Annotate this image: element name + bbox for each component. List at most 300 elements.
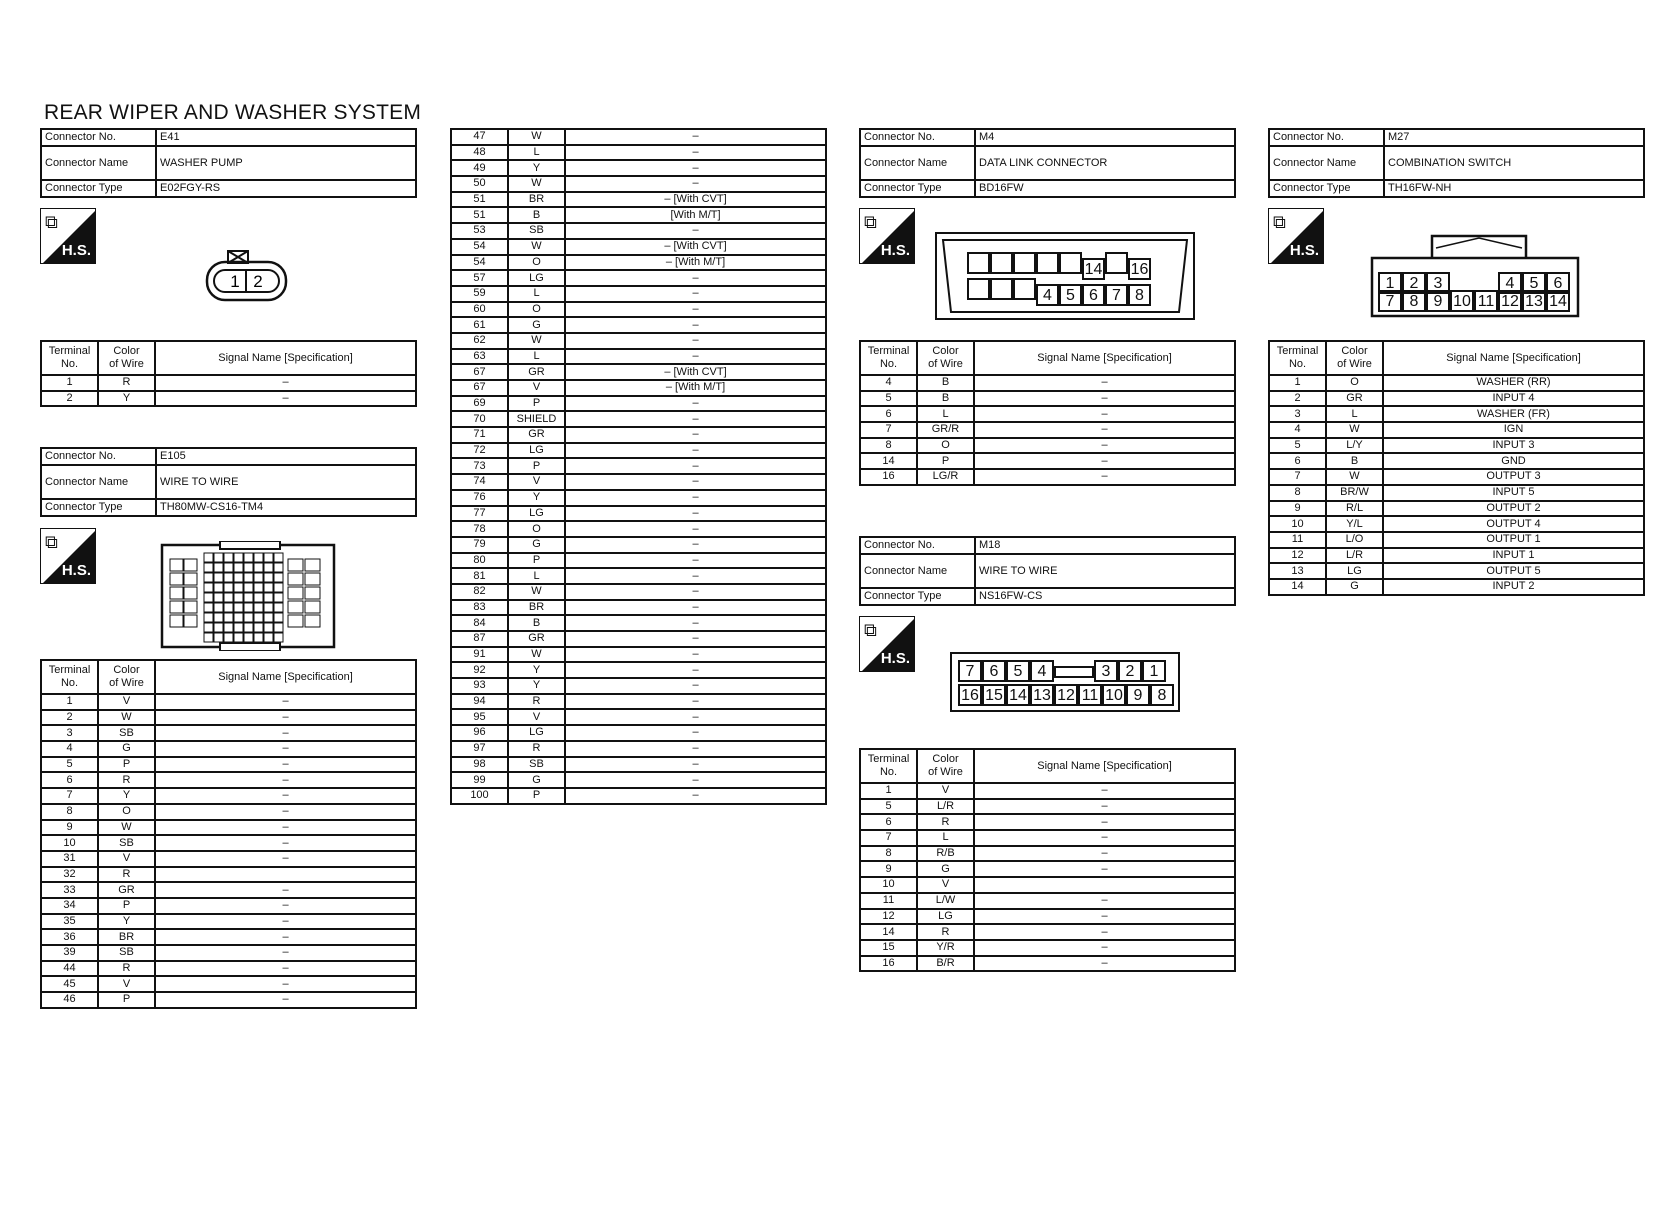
connector-no-label: Connector No. [41, 129, 156, 146]
connector-pin: 7 [1105, 284, 1128, 306]
signal-name-cell: – [565, 427, 826, 443]
signal-name-cell: – [155, 391, 416, 407]
table-row [860, 893, 1235, 909]
signal-name-cell: – [565, 176, 826, 192]
wire-color-cell: V [98, 976, 155, 992]
wire-color-cell: R/B [917, 846, 974, 862]
terminal-no-cell: 99 [451, 772, 508, 788]
signal-name-cell: – [With CVT] [565, 239, 826, 255]
harness-icon: ⧉ [1273, 212, 1286, 232]
m4-pin-row-top [967, 252, 1151, 280]
terminal-header [860, 341, 917, 375]
m27-terminal-table [1268, 340, 1645, 596]
terminal-header [41, 341, 98, 375]
wire-color-cell: B [917, 391, 974, 407]
terminal-no-cell: 82 [451, 584, 508, 600]
connector-type-label: Connector Type [860, 588, 975, 605]
m27-pin-row-bottom [1378, 290, 1570, 312]
signal-name-cell: INPUT 1 [1383, 548, 1644, 564]
table-row [1269, 391, 1644, 407]
wire-color-cell: L/R [917, 799, 974, 815]
terminal-header-line2: No. [60, 358, 79, 370]
signal-name-cell: – [With M/T] [565, 380, 826, 396]
connector-no-value: M18 [975, 537, 1235, 554]
terminal-no-cell: 2 [41, 710, 98, 726]
signal-name-cell: – [974, 375, 1235, 391]
wire-color-cell: BR [98, 929, 155, 945]
signal-name-cell [974, 877, 1235, 893]
wire-color-cell: R [508, 694, 565, 710]
table-row [451, 725, 826, 741]
connector-pin [1013, 278, 1036, 300]
signal-name-cell: – [565, 647, 826, 663]
color-header [1326, 341, 1383, 375]
connector-pin: 14 [1006, 684, 1030, 706]
signal-header: Signal Name [Specification] [155, 341, 416, 375]
table-row [451, 396, 826, 412]
signal-name-cell: INPUT 3 [1383, 438, 1644, 454]
table-row [451, 364, 826, 380]
signal-name-cell: – [565, 349, 826, 365]
connector-name-label: Connector Name [860, 146, 975, 180]
signal-name-cell: – [155, 772, 416, 788]
table-row [1269, 548, 1644, 564]
connector-no-value: M27 [1384, 129, 1644, 146]
terminal-no-cell: 92 [451, 662, 508, 678]
connector-pin [990, 252, 1013, 274]
wire-color-cell: O [508, 302, 565, 318]
table-row [41, 882, 416, 898]
wire-color-cell: Y [508, 662, 565, 678]
terminal-no-cell: 67 [451, 364, 508, 380]
terminal-no-cell: 6 [41, 772, 98, 788]
terminal-no-cell: 78 [451, 521, 508, 537]
wire-color-cell: V [508, 474, 565, 490]
signal-name-cell: – [974, 783, 1235, 799]
wire-color-cell: O [917, 438, 974, 454]
table-row [451, 286, 826, 302]
m4-pin-row-bottom [967, 278, 1151, 306]
terminal-no-cell: 73 [451, 458, 508, 474]
wire-color-cell: Y [98, 788, 155, 804]
signal-name-cell: – [565, 788, 826, 804]
terminal-no-cell: 6 [860, 406, 917, 422]
color-header [917, 341, 974, 375]
e105-header-table [40, 447, 417, 517]
table-row [860, 830, 1235, 846]
connector-name-label: Connector Name [860, 554, 975, 588]
terminal-no-cell: 8 [41, 804, 98, 820]
table-row [1269, 375, 1644, 391]
signal-name-cell: – [565, 662, 826, 678]
wire-color-cell: L/Y [1326, 438, 1383, 454]
connector-pin: 9 [1426, 290, 1450, 312]
terminal-no-cell: 53 [451, 223, 508, 239]
table-row [451, 458, 826, 474]
terminal-no-cell: 91 [451, 647, 508, 663]
terminal-no-cell: 31 [41, 851, 98, 867]
signal-name-cell: – [155, 757, 416, 773]
wire-color-cell: G [508, 772, 565, 788]
wire-color-cell: V [98, 851, 155, 867]
table-row [1269, 501, 1644, 517]
terminal-no-cell: 81 [451, 568, 508, 584]
connector-name-value: WIRE TO WIRE [156, 465, 416, 499]
table-row [451, 129, 826, 145]
terminal-no-cell: 62 [451, 333, 508, 349]
connector-pin: 5 [1006, 660, 1030, 682]
signal-name-cell: – [With M/T] [565, 255, 826, 271]
wire-color-cell: GR [508, 364, 565, 380]
signal-name-cell: – [565, 709, 826, 725]
wire-color-cell: G [508, 317, 565, 333]
terminal-no-cell: 4 [860, 375, 917, 391]
table-row [1269, 579, 1644, 595]
wire-color-cell: P [98, 992, 155, 1008]
signal-name-cell: – [565, 757, 826, 773]
table-row [451, 443, 826, 459]
signal-name-cell: – [565, 317, 826, 333]
table-row [860, 453, 1235, 469]
signal-name-cell: – [565, 396, 826, 412]
wire-color-cell: R [98, 375, 155, 391]
table-row [41, 867, 416, 883]
connector-name-value: DATA LINK CONNECTOR [975, 146, 1235, 180]
table-row [451, 474, 826, 490]
terminal-no-cell: 2 [1269, 391, 1326, 407]
table-row [451, 490, 826, 506]
signal-name-cell: OUTPUT 4 [1383, 516, 1644, 532]
table-row [860, 438, 1235, 454]
signal-name-cell: – [With CVT] [565, 192, 826, 208]
e105-terminal-table-continued [450, 128, 827, 805]
signal-name-cell: – [155, 945, 416, 961]
terminal-no-cell: 1 [860, 783, 917, 799]
terminal-no-cell: 5 [860, 799, 917, 815]
terminal-no-cell: 3 [1269, 406, 1326, 422]
connector-pin: 16 [958, 684, 982, 706]
color-header-line2: of Wire [928, 766, 963, 778]
harness-icon: ⧉ [45, 532, 58, 552]
wire-color-cell: L/W [917, 893, 974, 909]
connector-no-label: Connector No. [860, 537, 975, 554]
table-row [1269, 516, 1644, 532]
connector-no-label: Connector No. [1269, 129, 1384, 146]
table-row [451, 631, 826, 647]
signal-name-cell: – [155, 882, 416, 898]
color-header-line2: of Wire [1337, 358, 1372, 370]
signal-name-cell: – [974, 909, 1235, 925]
terminal-no-cell: 94 [451, 694, 508, 710]
signal-name-cell: – [155, 914, 416, 930]
terminal-no-cell: 84 [451, 615, 508, 631]
terminal-no-cell: 51 [451, 207, 508, 223]
table-row [41, 835, 416, 851]
signal-name-cell: – [565, 772, 826, 788]
connector-type-value: TH80MW-CS16-TM4 [156, 499, 416, 516]
connector-name-label: Connector Name [1269, 146, 1384, 180]
signal-name-cell: – [565, 302, 826, 318]
color-header-line2: of Wire [109, 358, 144, 370]
signal-name-cell: – [974, 406, 1235, 422]
signal-name-cell: – [565, 615, 826, 631]
connector-pin: 12 [1054, 684, 1078, 706]
terminal-no-cell: 33 [41, 882, 98, 898]
table-row [860, 846, 1235, 862]
signal-name-cell: – [974, 799, 1235, 815]
signal-name-cell: – [565, 333, 826, 349]
signal-name-cell: – [974, 453, 1235, 469]
wire-color-cell: P [98, 757, 155, 773]
terminal-no-cell: 59 [451, 286, 508, 302]
signal-name-cell: – [565, 678, 826, 694]
table-row [860, 956, 1235, 972]
wire-color-cell: Y/L [1326, 516, 1383, 532]
table-row [41, 804, 416, 820]
connector-name-value: WIRE TO WIRE [975, 554, 1235, 588]
connector-pin: 8 [1150, 684, 1174, 706]
signal-name-cell: – [974, 846, 1235, 862]
terminal-no-cell: 54 [451, 239, 508, 255]
terminal-no-cell: 8 [860, 438, 917, 454]
terminal-header-line1: Terminal [48, 345, 91, 357]
e41-connector-diagram [205, 250, 290, 304]
terminal-no-cell: 70 [451, 411, 508, 427]
table-row [1269, 453, 1644, 469]
wire-color-cell: W [1326, 422, 1383, 438]
connector-type-value: NS16FW-CS [975, 588, 1235, 605]
e41-terminal-table [40, 340, 417, 407]
color-header-line1: Color [113, 664, 140, 676]
terminal-no-cell: 60 [451, 302, 508, 318]
signal-name-cell: INPUT 5 [1383, 485, 1644, 501]
signal-name-cell: – [155, 898, 416, 914]
signal-header: Signal Name [Specification] [974, 341, 1235, 375]
table-row [451, 145, 826, 161]
table-row [1269, 422, 1644, 438]
terminal-no-cell: 5 [1269, 438, 1326, 454]
wire-color-cell: SB [98, 945, 155, 961]
color-header [98, 341, 155, 375]
signal-name-cell: – [155, 961, 416, 977]
connector-name-label: Connector Name [41, 465, 156, 499]
page-title: REAR WIPER AND WASHER SYSTEM [44, 101, 422, 124]
connector-pin: 11 [1474, 290, 1498, 312]
signal-name-cell: – [155, 992, 416, 1008]
signal-name-cell: – [565, 490, 826, 506]
wire-color-cell: V [917, 783, 974, 799]
signal-name-cell: WASHER (FR) [1383, 406, 1644, 422]
m4-header-table [859, 128, 1236, 198]
connector-pin: 12 [1498, 290, 1522, 312]
terminal-no-cell: 74 [451, 474, 508, 490]
signal-name-cell: – [565, 553, 826, 569]
connector-pin: 8 [1128, 284, 1151, 306]
wire-color-cell: W [508, 584, 565, 600]
wire-color-cell: V [98, 694, 155, 710]
wire-color-cell: L [508, 145, 565, 161]
terminal-no-cell: 34 [41, 898, 98, 914]
connector-pin: 8 [1402, 290, 1426, 312]
terminal-no-cell: 46 [41, 992, 98, 1008]
signal-name-cell: WASHER (RR) [1383, 375, 1644, 391]
signal-name-cell: – [155, 694, 416, 710]
wire-color-cell: O [1326, 375, 1383, 391]
signal-name-cell: – [565, 694, 826, 710]
table-row [41, 976, 416, 992]
signal-header: Signal Name [Specification] [1383, 341, 1644, 375]
terminal-no-cell: 6 [1269, 453, 1326, 469]
table-row [451, 568, 826, 584]
connector-pin: 1 [1378, 272, 1402, 294]
e41-pin-1: 1 [230, 272, 240, 291]
terminal-no-cell: 6 [860, 814, 917, 830]
wire-color-cell: L [917, 406, 974, 422]
terminal-no-cell: 51 [451, 192, 508, 208]
connector-pin [1036, 252, 1059, 274]
connector-pin: 4 [1030, 660, 1054, 682]
terminal-no-cell: 71 [451, 427, 508, 443]
terminal-no-cell: 4 [1269, 422, 1326, 438]
terminal-no-cell: 11 [860, 893, 917, 909]
m27-header-table [1268, 128, 1645, 198]
wire-color-cell: L/O [1326, 532, 1383, 548]
connector-pin: 6 [1082, 284, 1105, 306]
wire-color-cell: SB [508, 223, 565, 239]
color-header-line2: of Wire [109, 677, 144, 689]
connector-type-label: Connector Type [41, 499, 156, 516]
terminal-no-cell: 5 [860, 391, 917, 407]
terminal-no-cell: 61 [451, 317, 508, 333]
signal-name-cell: – [565, 741, 826, 757]
table-row [451, 678, 826, 694]
connector-pin: 4 [1036, 284, 1059, 306]
signal-name-cell: – [155, 741, 416, 757]
terminal-no-cell: 63 [451, 349, 508, 365]
connector-type-label: Connector Type [41, 180, 156, 197]
table-row [1269, 563, 1644, 579]
table-row [41, 929, 416, 945]
wire-color-cell: Y/R [917, 940, 974, 956]
table-row [860, 422, 1235, 438]
wire-color-cell: B [1326, 453, 1383, 469]
connector-pin: 9 [1126, 684, 1150, 706]
table-row [860, 940, 1235, 956]
wire-color-cell: B [917, 375, 974, 391]
wire-color-cell: LG [917, 909, 974, 925]
signal-name-cell: – [565, 145, 826, 161]
table-row [860, 861, 1235, 877]
signal-name-cell: OUTPUT 1 [1383, 532, 1644, 548]
wire-color-cell: LG [1326, 563, 1383, 579]
table-row [451, 239, 826, 255]
wire-color-cell: W [98, 820, 155, 836]
wire-color-cell: P [508, 458, 565, 474]
terminal-no-cell: 76 [451, 490, 508, 506]
signal-name-cell: OUTPUT 5 [1383, 563, 1644, 579]
wire-color-cell: L [508, 286, 565, 302]
connector-pin [990, 278, 1013, 300]
wire-color-cell: BR [508, 600, 565, 616]
signal-name-cell: OUTPUT 3 [1383, 469, 1644, 485]
table-row [451, 757, 826, 773]
table-row [451, 662, 826, 678]
wire-color-cell: P [508, 553, 565, 569]
wire-color-cell: P [917, 453, 974, 469]
e105-connector-diagram [160, 541, 336, 651]
terminal-no-cell: 39 [41, 945, 98, 961]
wire-color-cell: R [917, 814, 974, 830]
connector-pin [1105, 252, 1128, 274]
table-row [1269, 438, 1644, 454]
terminal-no-cell: 2 [41, 391, 98, 407]
wire-color-cell: V [508, 709, 565, 725]
connector-pin [1059, 252, 1082, 274]
terminal-no-cell: 79 [451, 537, 508, 553]
terminal-header-line1: Terminal [867, 753, 910, 765]
connector-no-label: Connector No. [41, 448, 156, 465]
signal-name-cell: GND [1383, 453, 1644, 469]
wire-color-cell: SB [98, 725, 155, 741]
connector-pin: 7 [958, 660, 982, 682]
terminal-no-cell: 32 [41, 867, 98, 883]
hs-icon [859, 208, 915, 264]
harness-icon: ⧉ [864, 212, 877, 232]
m18-pin-row-top [958, 660, 1166, 682]
terminal-no-cell: 4 [41, 741, 98, 757]
connector-pin: 16 [1128, 258, 1151, 280]
signal-name-cell: INPUT 4 [1383, 391, 1644, 407]
table-row [41, 788, 416, 804]
table-row [451, 521, 826, 537]
table-row [1269, 469, 1644, 485]
connector-pin: 6 [982, 660, 1006, 682]
wire-color-cell: P [98, 898, 155, 914]
terminal-header-line1: Terminal [867, 345, 910, 357]
wire-color-cell: W [1326, 469, 1383, 485]
signal-name-cell: IGN [1383, 422, 1644, 438]
table-row [451, 741, 826, 757]
connector-name-value: COMBINATION SWITCH [1384, 146, 1644, 180]
signal-name-cell: – [565, 223, 826, 239]
terminal-no-cell: 87 [451, 631, 508, 647]
table-row [41, 757, 416, 773]
harness-icon: ⧉ [864, 620, 877, 640]
signal-name-cell: – [With CVT] [565, 364, 826, 380]
connector-pin [1013, 252, 1036, 274]
signal-name-cell: – [974, 956, 1235, 972]
wire-color-cell: LG [508, 270, 565, 286]
wire-color-cell: R [917, 924, 974, 940]
terminal-no-cell: 1 [41, 375, 98, 391]
signal-name-cell: – [974, 814, 1235, 830]
wire-color-cell: G [917, 861, 974, 877]
connector-pin: 14 [1082, 258, 1105, 280]
m18-pin-row-bottom [958, 684, 1174, 706]
wire-color-cell: W [508, 333, 565, 349]
hs-icon [40, 528, 96, 584]
wire-color-cell: SB [508, 757, 565, 773]
table-row [451, 615, 826, 631]
table-row [41, 820, 416, 836]
color-header [917, 749, 974, 783]
wire-color-cell: B/R [917, 956, 974, 972]
wire-color-cell: O [98, 804, 155, 820]
terminal-header [41, 660, 98, 694]
signal-name-cell: – [565, 631, 826, 647]
wire-color-cell: L [508, 568, 565, 584]
table-row [451, 255, 826, 271]
